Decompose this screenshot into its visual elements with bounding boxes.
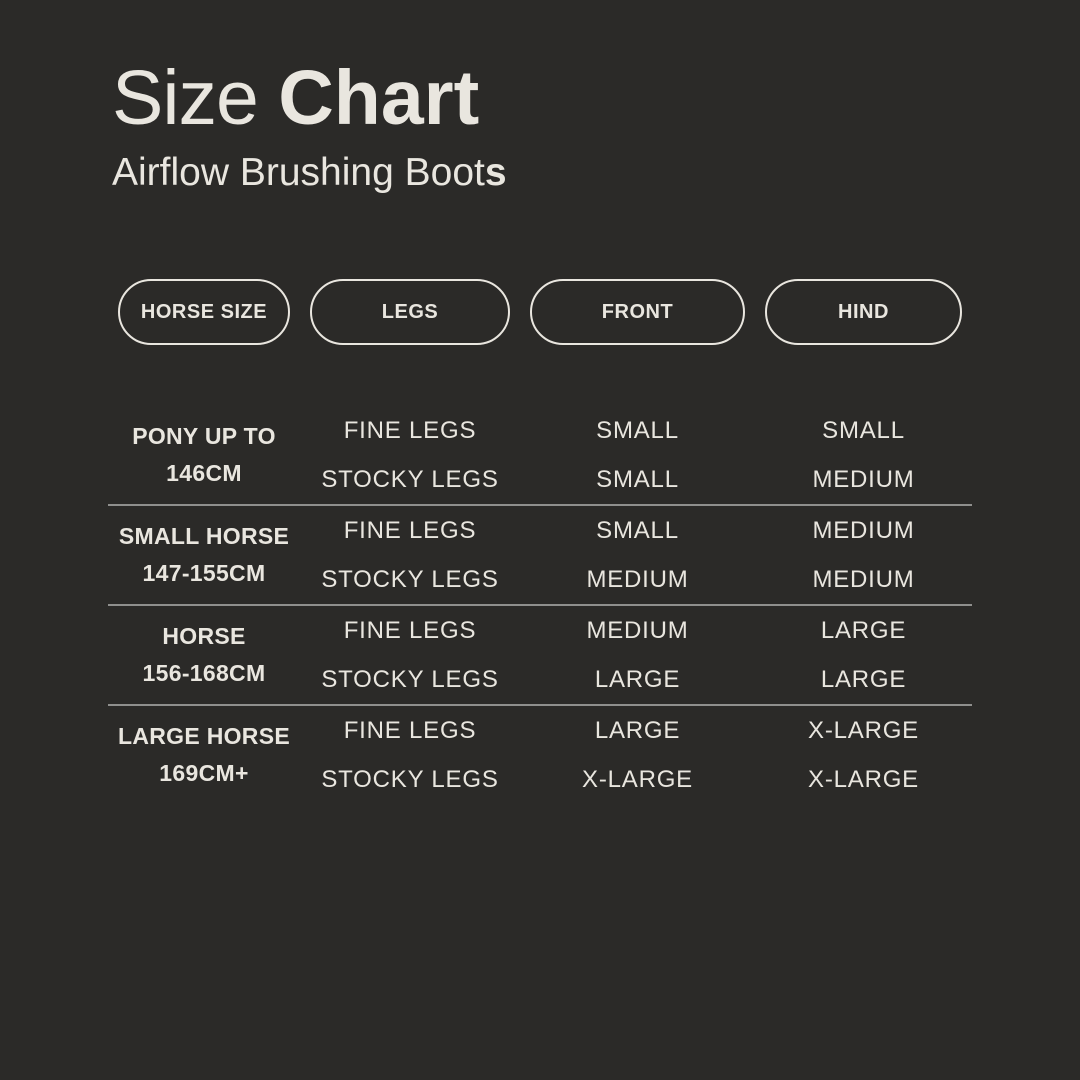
column-header-legs: LEGS (310, 279, 510, 345)
size-table (108, 406, 972, 804)
legs-type-cell: FINE LEGS (343, 516, 477, 544)
title-bold-part: Chart (278, 55, 480, 141)
size-group-horse (108, 606, 972, 704)
hind-size-cell: LARGE (820, 616, 907, 644)
horse-size-line1: PONY UP TO (132, 423, 276, 450)
horse-size-line2: 156-168CM (142, 660, 266, 686)
subtitle-regular-part: Airflow Brushing Boot (112, 151, 485, 194)
hind-size-cell: SMALL (822, 416, 905, 444)
legs-type-cell: STOCKY LEGS (321, 465, 499, 493)
legs-type-cell: FINE LEGS (343, 616, 477, 644)
legs-type-cell: STOCKY LEGS (321, 665, 499, 693)
page-title (112, 55, 1080, 141)
horse-size-label (108, 618, 300, 692)
column-header-hind: HIND (765, 279, 962, 345)
horse-size-line1: SMALL HORSE (118, 523, 290, 550)
legs-type-cell: STOCKY LEGS (321, 565, 499, 593)
subtitle-bold-part: s (484, 151, 507, 194)
header (0, 0, 1080, 195)
front-size-cell: X-LARGE (582, 765, 693, 793)
legs-type-cell: FINE LEGS (343, 716, 477, 744)
front-size-cell: SMALL (596, 416, 679, 444)
horse-size-line2: 146CM (166, 460, 242, 486)
front-size-cell: MEDIUM (586, 616, 689, 644)
horse-size-label (108, 718, 300, 792)
front-size-cell: LARGE (594, 665, 681, 693)
hind-size-cell: MEDIUM (812, 465, 915, 493)
size-group-small-horse (108, 506, 972, 604)
hind-size-cell: X-LARGE (808, 765, 919, 793)
hind-size-cell: LARGE (820, 665, 907, 693)
horse-size-line2: 147-155CM (142, 560, 266, 586)
horse-size-line1: HORSE (162, 623, 246, 650)
horse-size-label (108, 518, 300, 592)
hind-size-cell: MEDIUM (812, 565, 915, 593)
horse-size-label (108, 418, 300, 492)
front-size-cell: SMALL (596, 465, 679, 493)
page-subtitle (112, 151, 1080, 195)
legs-type-cell: FINE LEGS (343, 416, 477, 444)
size-group-pony (108, 406, 972, 504)
front-size-cell: SMALL (596, 516, 679, 544)
horse-size-line2: 169CM+ (159, 760, 249, 786)
column-header-horse-size: HORSE SIZE (118, 279, 290, 345)
legs-type-cell: STOCKY LEGS (321, 765, 499, 793)
hind-size-cell: X-LARGE (808, 716, 919, 744)
horse-size-line1: LARGE HORSE (118, 723, 290, 750)
hind-size-cell: MEDIUM (812, 516, 915, 544)
column-header-front: FRONT (530, 279, 745, 345)
size-group-large-horse (108, 706, 972, 804)
column-headers (108, 279, 1080, 345)
title-regular-part: Size (112, 55, 279, 141)
front-size-cell: MEDIUM (586, 565, 689, 593)
front-size-cell: LARGE (594, 716, 681, 744)
